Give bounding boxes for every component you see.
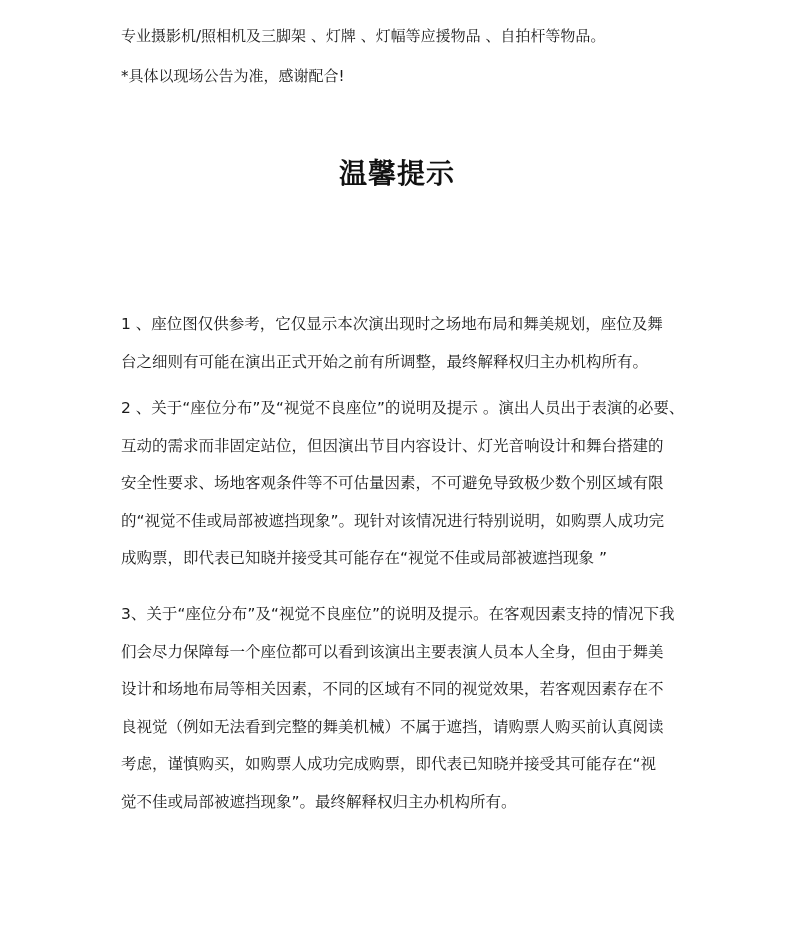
notice-3-line-1: 3、关于“座位分布”及“视觉不良座位”的说明及提示。在客观因素支持的情况下我 [121,605,675,623]
notice-1-line-2: 台之细则有可能在演出正式开始之前有所调整，最终解释权归主办机构所有。 [121,352,649,371]
notice-3-line-5: 考虑，谨慎购买，如购票人成功完成购票，即代表已知晓并接受其可能存在“视 [121,755,657,773]
notice-paragraph-3 [121,596,681,821]
notice-3-line-6: 觉不佳或局部被遮挡现象”。最终解释权归主办机构所有。 [121,792,517,811]
notice-3-line-2: 们会尽力保障每一个座位都可以看到该演出主要表演人员本人全身，但由于舞美 [121,642,664,661]
notice-paragraph-2 [121,390,685,578]
notice-2-line-4: 的“视觉不佳或局部被遮挡现象”。现针对该情况进行特别说明，如购票人成功完 [121,511,665,530]
notice-3-line-4: 良视觉（例如无法看到完整的舞美机械）不属于遮挡，请购票人购买前认真阅读 [121,717,664,736]
notice-2-line-5: 成购票，即代表已知晓并接受其可能存在“视觉不佳或局部被遮挡现象 ” [121,549,607,567]
notice-3-line-3: 设计和场地布局等相关因素，不同的区域有不同的视觉效果，若客观因素存在不 [121,680,664,698]
notice-2-line-1: 2 、关于“座位分布”及“视觉不良座位”的说明及提示 。演出人员出于表演的必要、 [121,399,685,417]
page-title: 温馨提示 [338,157,455,190]
notice-paragraph-1 [121,306,681,381]
notice-2-line-2: 互动的需求而非固定站位，但因演出节目内容设计、灯光音响设计和舞台搭建的 [121,436,664,455]
notice-1-line-1: 1 、座位图仅供参考，它仅显示本次演出现时之场地布局和舞美规划，座位及舞 [121,315,663,333]
announcement-note: *具体以现场公告为准，感谢配合! [121,67,345,85]
prohibited-items-line: 专业摄影机/照相机及三脚架 、灯牌 、灯幅等应援物品 、自拍杆等物品。 [121,27,606,45]
notice-2-line-3: 安全性要求、场地客观条件等不可估量因素，不可避免导致极少数个别区域有限 [121,474,664,492]
